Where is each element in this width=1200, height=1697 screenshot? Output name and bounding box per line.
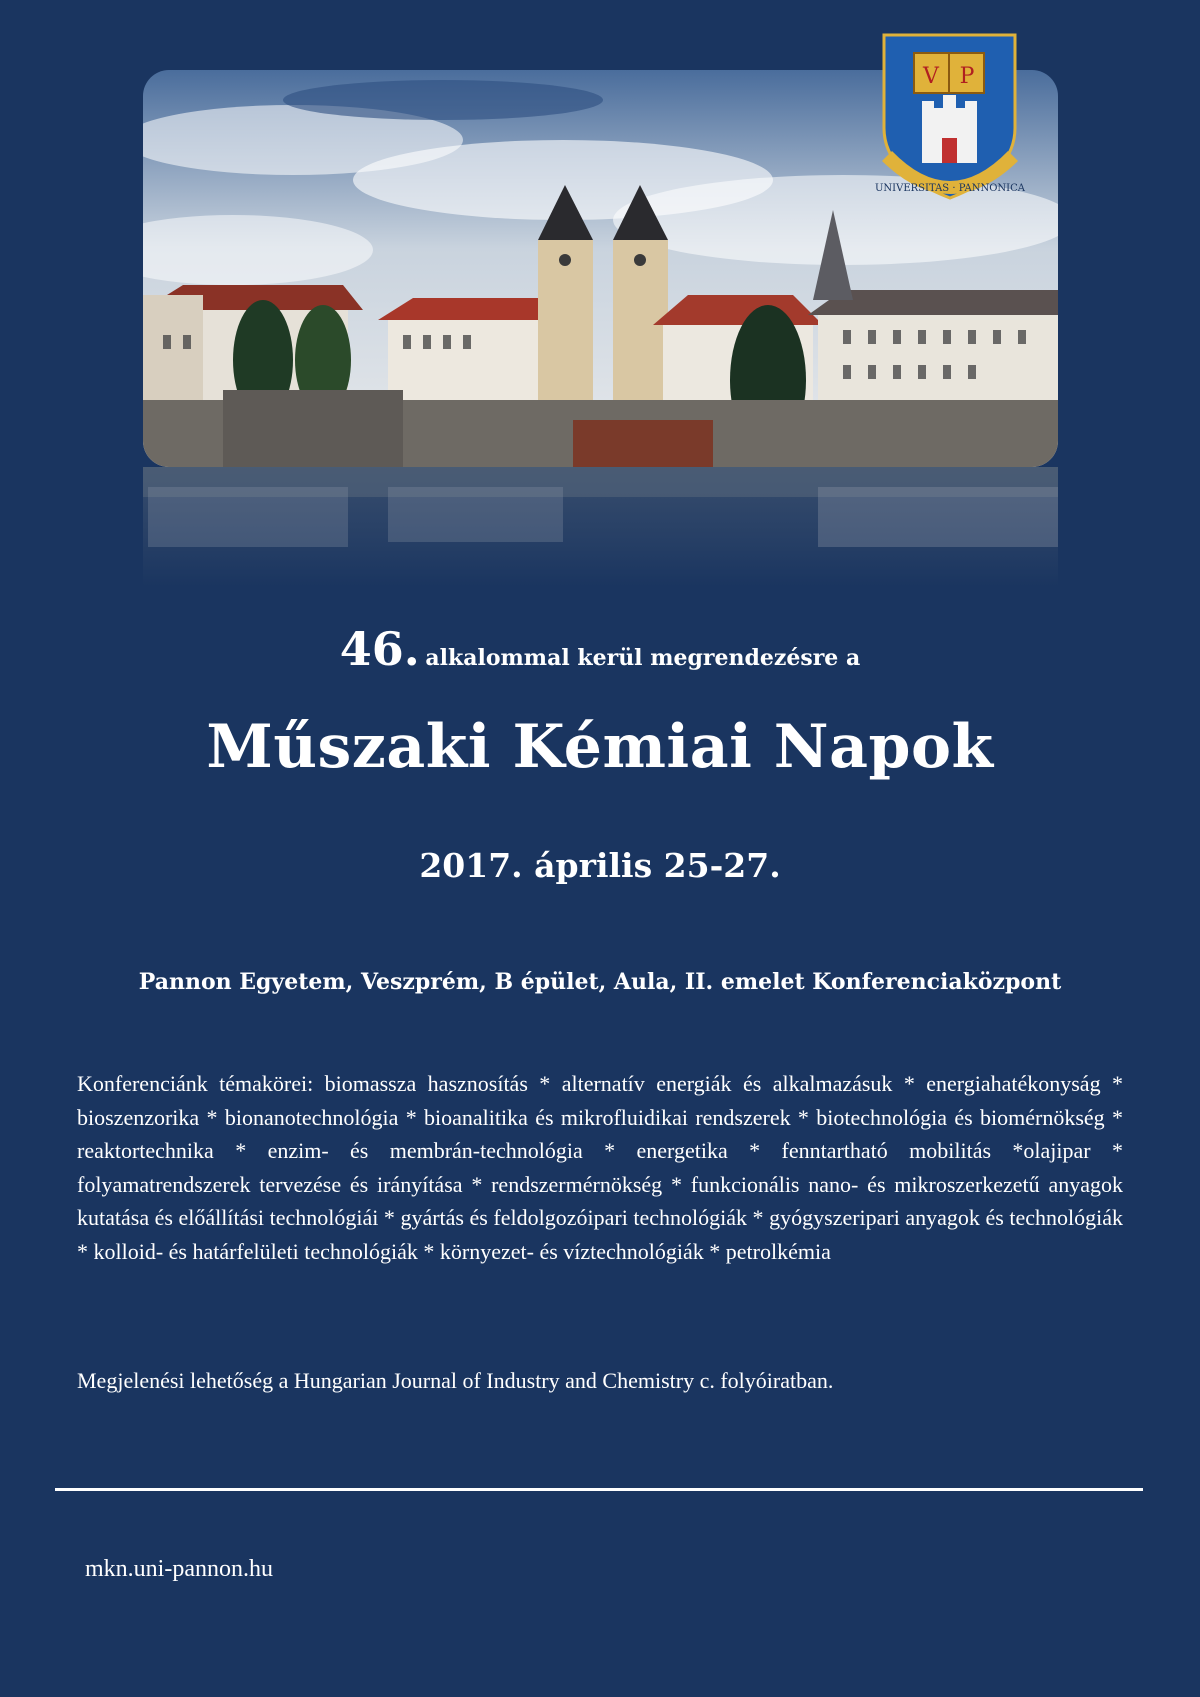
university-crest bbox=[862, 33, 1037, 205]
crest-letter-left: V bbox=[923, 64, 939, 89]
event-venue: Pannon Egyetem, Veszprém, B épület, Aula, II. emelet Konferenciaközpont bbox=[138, 969, 1062, 995]
conference-topics: Konferenciánk témakörei: biomassza hasznosítás * alternatív energiák és alkalmazásuk * energiahatékonyság * bioszenzorika * bionanotechnológia * bioanalitika és mikrofluidikai rendszerek * biotechnológia és biomérnökség * reaktortechnika * enzim- és membrán-technológia * energetika * fenntartható mobilitás *olajipar * folyamatrendszerek tervezése és irányítása * rendszermérnökség * funkcionális nano- és mikroszerkezetű anyagok kutatása és előállítási technológiái * gyártás és feldolgozóipari technológiák * gyógyszeripari anyagok és technológiák * kolloid- és határfelületi technológiák * környezet- és víztechnológiák * petrolkémia bbox=[77, 1071, 1123, 1264]
photo-reflection bbox=[143, 467, 1058, 587]
event-date: 2017. április 25-27. bbox=[419, 846, 781, 885]
publication-note: Megjelenési lehetőség a Hungarian Journal of Industry and Chemistry c. folyóiratban. bbox=[77, 1368, 834, 1393]
edition-number: 46. bbox=[339, 622, 420, 676]
edition-text: alkalommal kerül megrendezésre a bbox=[425, 645, 861, 671]
university-crest-icon bbox=[862, 33, 1037, 205]
crest-motto: UNIVERSITAS · PANNONICA bbox=[874, 183, 1026, 194]
page-title: Műszaki Kémiai Napok bbox=[206, 712, 994, 782]
website-link[interactable]: mkn.uni-pannon.hu bbox=[85, 1556, 273, 1582]
divider bbox=[55, 1488, 1143, 1491]
crest-letter-right: P bbox=[959, 64, 975, 89]
water-reflection-icon bbox=[143, 467, 1058, 587]
edition-line bbox=[0, 622, 1200, 676]
